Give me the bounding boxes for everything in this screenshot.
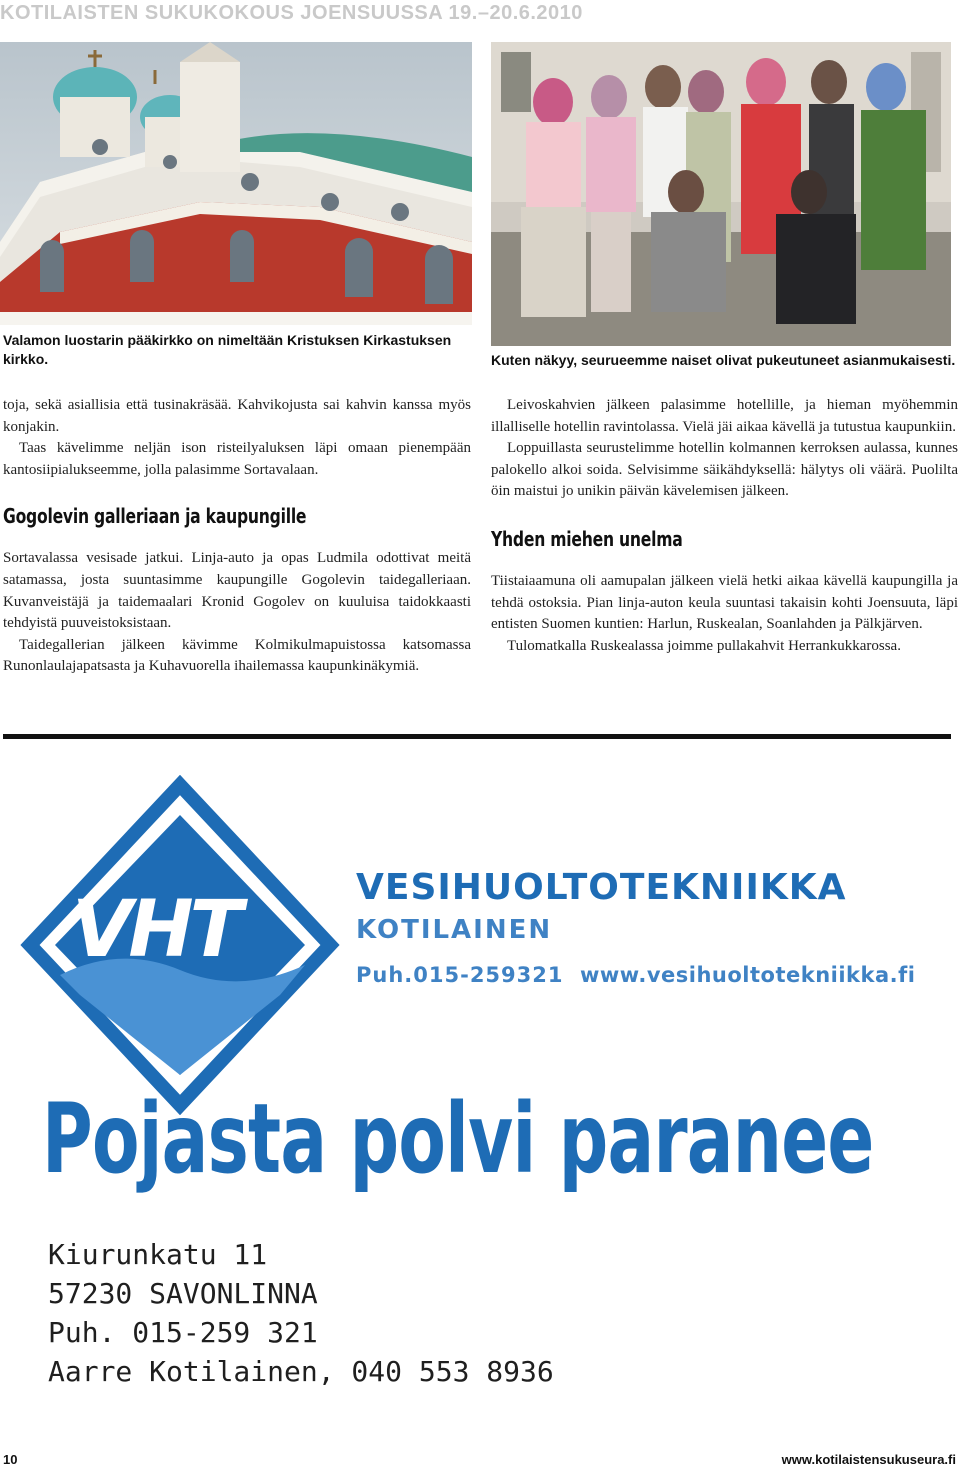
left-paragraph-2: Taas kävelimme neljän ison risteilyaluksen läpi omaan pienempään kantosiipialukseemme, jolla palasimme Sortavalaan. <box>3 440 471 478</box>
ad-address-street: Kiurunkatu 11 <box>48 1238 268 1271</box>
logo-phone: Puh.015-259321 <box>356 963 564 987</box>
section-divider <box>3 734 951 739</box>
section-heading-unelma: Yhden miehen unelma <box>491 526 683 551</box>
company-subtitle: KOTILAINEN <box>356 915 553 945</box>
advertisement <box>0 745 960 1445</box>
logo-website: www.vesihuoltotekniikka.fi <box>580 963 916 987</box>
right-paragraph-1: Leivoskahvien jälkeen palasimme hotellille, ja hieman myöhemmin illalliselle hotellin ravintolassa. Vielä jäi aikaa kävellä ja tutustua kaupunkiin. <box>491 397 958 435</box>
church-photo <box>0 42 472 325</box>
left-paragraph-1: toja, sekä asiallisia että tusinakräsää. Kahvikojusta sai kahvin kanssa myös konjakin. <box>3 397 471 435</box>
company-name: VESIHUOLTOTEKNIIKKA <box>356 867 847 908</box>
vht-logo-text: VHT <box>72 885 239 975</box>
church-illustration <box>0 42 472 325</box>
ad-slogan: Pojasta polvi paranee <box>42 1083 874 1195</box>
ad-contact-block <box>48 1235 554 1391</box>
church-photo-caption-line1: Valamon luostarin pääkirkko on nimeltään Kristuksen Kirkastuksen <box>3 332 452 348</box>
section-heading-gogolev: Gogolevin galleriaan ja kaupungille <box>3 504 307 529</box>
right-text-column <box>491 395 958 657</box>
ad-contact-person: Aarre Kotilainen, 040 553 8936 <box>48 1355 554 1388</box>
group-photo <box>491 42 951 346</box>
ad-address-city: 57230 SAVONLINNA <box>48 1277 318 1310</box>
page-number: 10 <box>3 1452 18 1467</box>
right-paragraph-4: Tulomatkalla Ruskealassa joimme pullakahvit Herrankukkarossa. <box>507 637 901 654</box>
group-illustration <box>491 42 951 346</box>
left-paragraph-3: Sortavalassa vesisade jatkui. Linja-auto ja opas Ludmila odottivat meitä satamassa, josta suuntasimme kaupungille Gogolevin taidegalleriaan. Kuvanveistäjä ja taidemaalari Kronid Gogolev on kuuluisa taidokkaasti tehdyistä puuveistoksistaan. <box>3 550 471 632</box>
group-photo-caption: Kuten näkyy, seurueemme naiset olivat pukeutuneet asianmukaisesti. <box>491 352 956 368</box>
footer-url[interactable]: www.kotilaistensukuseura.fi <box>781 1452 956 1467</box>
left-text-column <box>3 395 471 678</box>
church-photo-caption-line2: kirkko. <box>3 351 49 367</box>
header-title: KOTILAISTEN SUKUKOKOUS JOENSUUSSA 19.–20.6.2010 <box>0 2 583 24</box>
right-paragraph-3: Tiistaiaamuna oli aamupalan jälkeen vielä hetki aikaa kävellä kaupungilla ja tehdä ostoksia. Pian linja-auton keula suuntasi takaisin kohti Joensuuta, läpi entisten Suomen kuntien: Harlun, Ruskealan, Soanlahden ja Pälkjärven. <box>491 572 958 633</box>
left-paragraph-4: Taidegallerian jälkeen kävimme Kolmikulmapuistossa katsomassa Runonlaulajapatsasta ja Kuhavuorella ihailemassa kaupunkinäkymiä. <box>3 636 471 675</box>
ad-phone: Puh. 015-259 321 <box>48 1316 318 1349</box>
right-paragraph-2: Loppuillasta seurustelimme hotellin kolmannen kerroksen aulassa, kunnes palokello alkoi soida. Selvisimme säikähdyksellä: hälytys oli väärä. Puolilta öin maistui jo unikin päivän kävelemisen jälkeen. <box>491 440 958 500</box>
